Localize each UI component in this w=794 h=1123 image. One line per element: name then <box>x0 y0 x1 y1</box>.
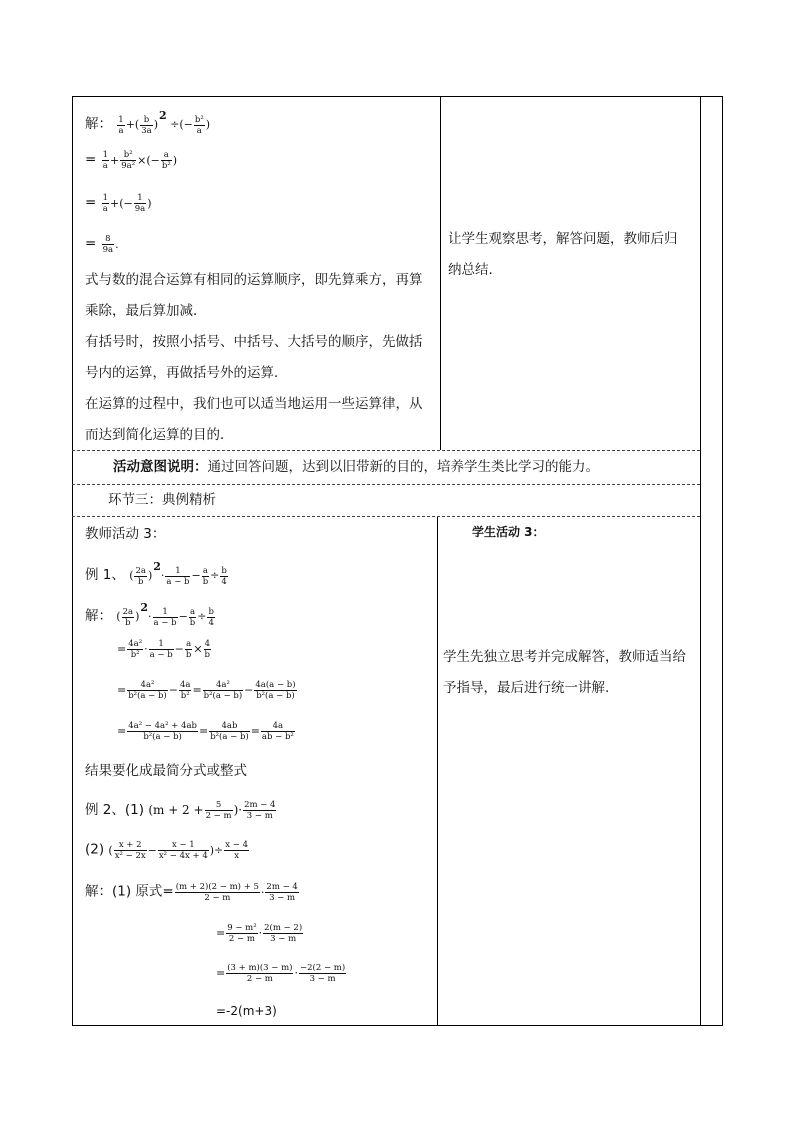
math-expression: $\frac{1}{a}$ + $\frac{\text{b²}}{\text{9a²}}$ ×(− $\frac{a}{\text{b²}}$ ) <box>102 150 178 171</box>
example-2-solution-3: = $\frac{(3 + m)(3 - m)}{2 - m}$ · $\frac{-2(2 - m)}{3 - m}$ <box>216 963 346 984</box>
column-divider-top <box>440 96 441 450</box>
example-1-solution-4: = $\frac{\text{4a² − 4a² + 4ab}}{\text{b²(a − b)}}$ = $\frac{4ab}{\text{b²(a − b)}}$ = $\frac{4a}{\text{ab − b²}}$ <box>117 721 294 742</box>
explanation-p1a: 式与数的混合运算有相同的运算顺序，即先算乘方，再算 <box>85 272 423 288</box>
column-divider-bottom <box>437 516 438 1026</box>
example-1-solution-1: 解： ( $\frac{2a}{b}$ )2· $\frac{1}{a - b}$ − $\frac{a}{b}$ ÷ $\frac{b}{4}$ <box>85 601 214 628</box>
explanation-p2a: 有括号时，按照小括号、中括号、大括号的顺序，先做括 <box>85 334 423 350</box>
row-divider-3 <box>72 516 700 517</box>
math-expression: ( $\frac{x + 2}{\text{x² − 2x}}$ − $\frac{x - 1}{\text{x² − 4x + 4}}$ )÷ $\frac{x - 4}{x}$ <box>108 840 248 861</box>
table-border-top <box>72 96 723 97</box>
explanation-p3a: 在运算的过程中，我们也可以适当地运用一些运算律，从 <box>85 396 423 412</box>
math-expression: $\frac{8}{9a}$ . <box>102 234 119 255</box>
result-note: 结果要化成最简分式或整式 <box>85 763 247 779</box>
right-note-line-2: 纳总结. <box>448 262 493 278</box>
solution-line-4: = $\frac{8}{9a}$ . <box>85 234 119 255</box>
example-1: 例 1、 ( $\frac{2a}{b}$ )2· $\frac{1}{a - b}$ − $\frac{a}{b}$ ÷ $\frac{b}{4}$ <box>85 560 227 587</box>
math-expression: ( $\frac{2a}{b}$ )2· $\frac{1}{a - b}$ − $\frac{a}{b}$ ÷ $\frac{b}{4}$ <box>129 560 227 587</box>
explanation-p1b: 乘除，最后算加减． <box>85 303 207 319</box>
teacher-heading: 教师活动 3： <box>85 526 166 542</box>
example-1-solution-2: = $\frac{\text{4a²}}{\text{b²}}$ · $\frac{1}{a - b}$ − $\frac{a}{b}$ × $\frac{4}{b}$ <box>117 639 210 660</box>
section-title: 环节三：典例精析 <box>108 492 216 508</box>
example-2b: (2) ( $\frac{x + 2}{\text{x² − 2x}}$ − $\frac{x - 1}{\text{x² − 4x + 4}}$ )÷ $\frac{x - 4}{x}$ <box>85 840 248 861</box>
table-border-right-outer <box>722 96 723 1026</box>
table-border-bottom <box>72 1025 723 1026</box>
student-line-1: 学生先独立思考并完成解答，教师适当给 <box>443 649 686 665</box>
student-heading: 学生活动 3： <box>472 525 545 539</box>
table-border-right-inner <box>700 96 701 1026</box>
row-divider-2 <box>72 484 700 485</box>
math-expression: (m + 2 + $\frac{5}{2 - m}$ )· $\frac{2m - 4}{3 - m}$ <box>148 800 276 821</box>
solution-line-2: = $\frac{1}{a}$ + $\frac{\text{b²}}{\text{9a²}}$ ×(− $\frac{a}{\text{b²}}$ ) <box>85 150 178 171</box>
math-expression: $\frac{(m + 2)(2 - m) + 5}{2 - m}$ · $\frac{2m - 4}{3 - m}$ <box>175 882 298 903</box>
math-expression: $\frac{1}{a}$ +( $\frac{b}{3a}$ )2 ÷(− $\frac{\text{b²}}{a}$ ) <box>118 109 211 136</box>
math-expression: ( $\frac{2a}{b}$ )2· $\frac{1}{a - b}$ − $\frac{a}{b}$ ÷ $\frac{b}{4}$ <box>116 601 214 628</box>
math-expression: $\frac{1}{a}$ +(− $\frac{1}{9a}$ ) <box>102 193 152 214</box>
example-2-solution-2: = $\frac{\text{9 − m²}}{2 - m}$ · $\frac{2(m - 2)}{3 - m}$ <box>216 923 303 944</box>
table-border-left <box>72 96 73 1026</box>
intent-text: 通过回答问题，达到以旧带新的目的，培养学生类比学习的能力。 <box>207 459 599 475</box>
student-line-2: 予指导，最后进行统一讲解. <box>443 680 610 696</box>
example-2-final: =-2(m+3) <box>216 1004 277 1018</box>
intent-label: 活动意图说明： <box>113 459 208 475</box>
explanation-p2b: 号内的运算，再做括号外的运算． <box>85 365 288 381</box>
solution-line-3: = $\frac{1}{a}$ +(− $\frac{1}{9a}$ ) <box>85 193 152 214</box>
example-2-solution-1: 解：(1) 原式= $\frac{(m + 2)(2 - m) + 5}{2 - m}$ · $\frac{2m - 4}{3 - m}$ <box>85 882 298 903</box>
example-2: 例 2、(1) (m + 2 + $\frac{5}{2 - m}$ )· $\frac{2m - 4}{3 - m}$ <box>85 800 276 821</box>
intent-row <box>113 458 599 476</box>
example-1-solution-3: = $\frac{\text{4a²}}{\text{b²(a − b)}}$ − $\frac{4a}{\text{b²}}$ = $\frac{\text{4a²}}{\text{b²(a − b)}}$ − $\frac{4a(a - b)}{\text{b²(a − b)}}$ <box>117 680 296 701</box>
explanation-p3b: 而达到简化运算的目的． <box>85 427 234 443</box>
right-note-line-1: 让学生观察思考，解答问题，教师后归 <box>448 231 678 247</box>
row-divider-1 <box>72 450 700 451</box>
solution-line-1: 解： $\frac{1}{a}$ +( $\frac{b}{3a}$ )2 ÷(− $\frac{\text{b²}}{a}$ ) <box>85 109 211 136</box>
